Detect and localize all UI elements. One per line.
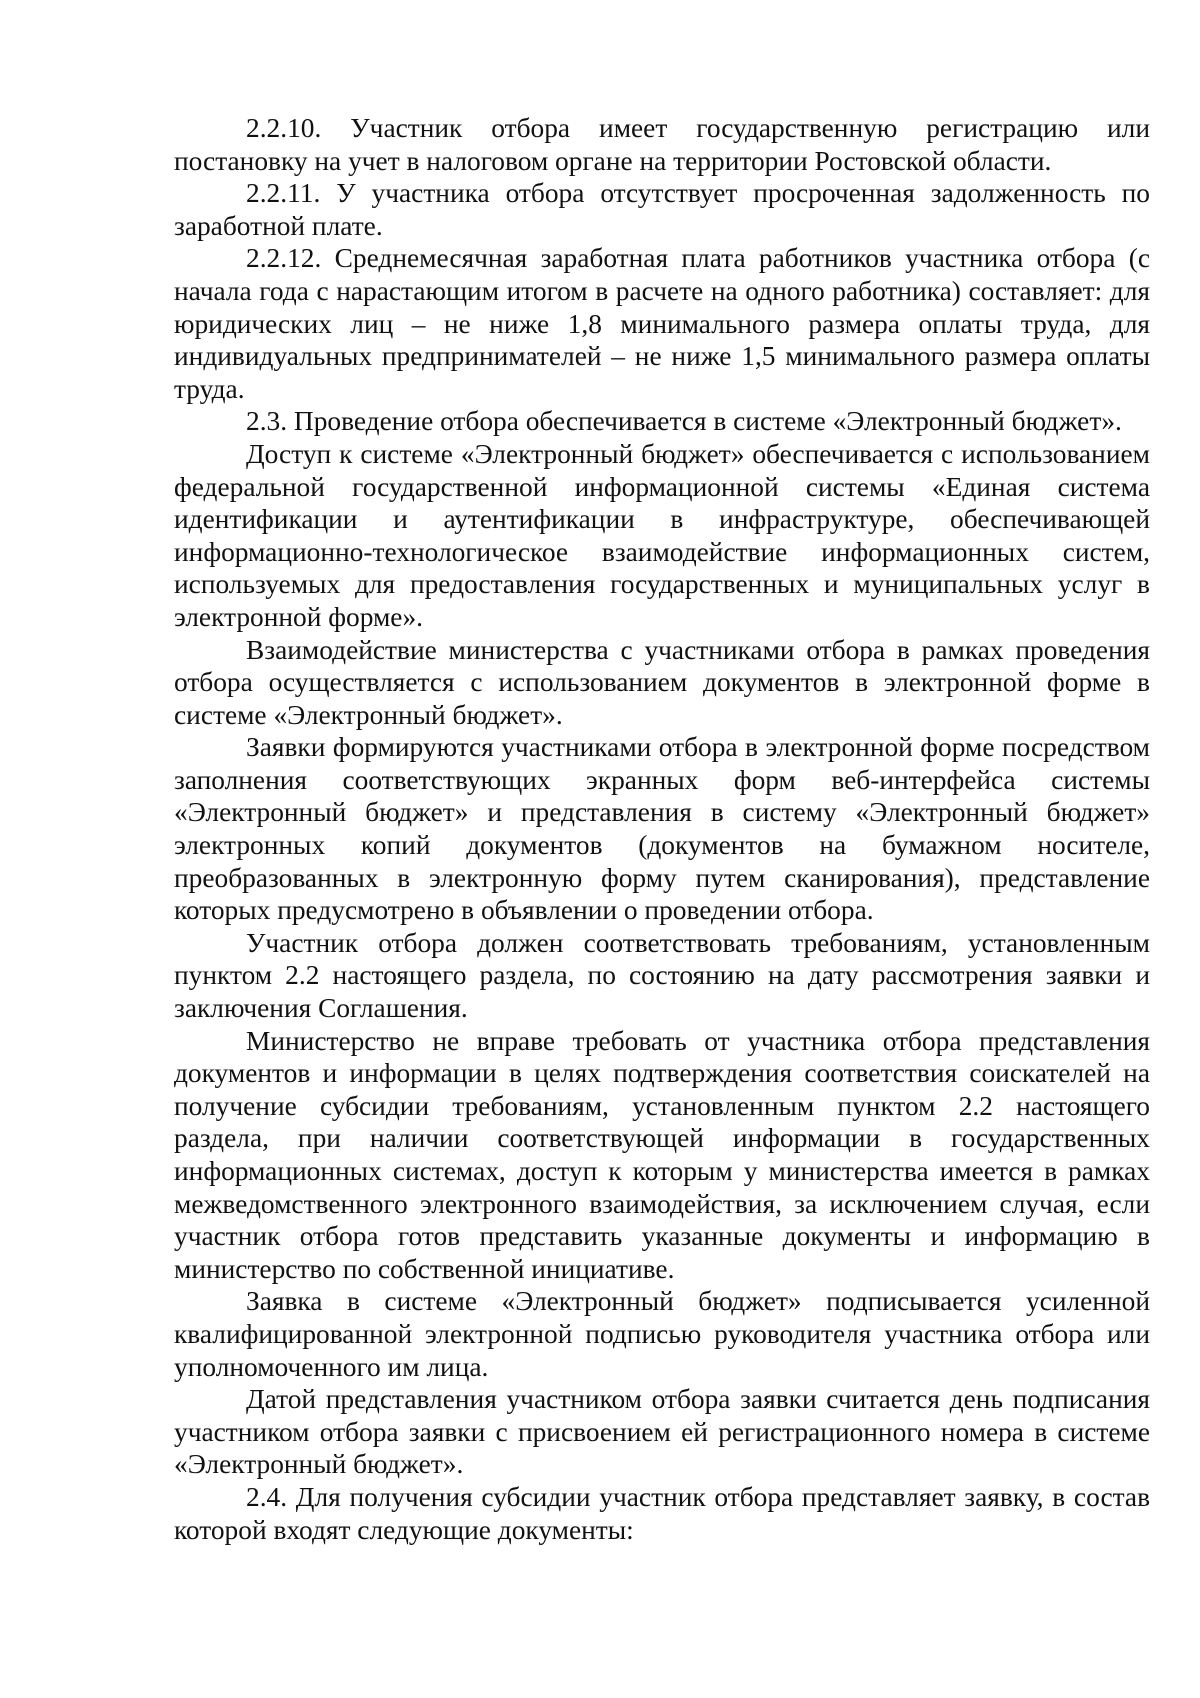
paragraph-signature: Заявка в системе «Электронный бюджет» подписывается усиленной квалифицированной электронной подписью руководителя участника отбора или уполномоченного им лица. bbox=[174, 1286, 1150, 1382]
paragraph-2-2-11: 2.2.11. У участника отбора отсутствует просроченная задолженность по заработной плате. bbox=[174, 178, 1150, 241]
paragraph-2-4: 2.4. Для получения субсидии участник отбора представляет заявку, в состав которой входят следующие документы: bbox=[174, 1481, 1150, 1545]
paragraph-2-2-12: 2.2.12. Среднемесячная заработная плата работников участника отбора (с начала года с нарастающим итогом в расчете на одного работника) составляет: для юридических лиц – не ниже 1,8 минимального размера оплаты труда, для индивидуальных предпринимателей – не ниже 1,5 минимального размера оплаты труда. bbox=[174, 243, 1150, 404]
document-page bbox=[174, 112, 1150, 1546]
paragraph-interaction: Взаимодействие министерства с участниками отбора в рамках проведения отбора осуществляется с использованием документов в электронной форме в системе «Электронный бюджет». bbox=[174, 634, 1150, 730]
paragraph-2-2-10: 2.2.10. Участник отбора имеет государственную регистрацию или постановку на учет в налоговом органе на территории Ростовской области. bbox=[174, 113, 1150, 176]
paragraph-2-3: 2.3. Проведение отбора обеспечивается в системе «Электронный бюджет». bbox=[246, 406, 1122, 437]
paragraph-ministry: Министерство не вправе требовать от участника отбора представления документов и информации в целях подтверждения соответствия соискателей на получение субсидии требованиям, установленным пунктом 2.2 настоящего раздела, при наличии соответствующей информации в государственных информационных системах, доступ к которым у министерства имеется в рамках межведомственного электронного взаимодействия, за исключением случая, если участник отбора готов представить указанные документы и информацию в министерство по собственной инициативе. bbox=[174, 1025, 1150, 1284]
paragraph-access: Доступ к системе «Электронный бюджет» обеспечивается с использованием федеральной государственной информационной системы «Единая система идентификации и аутентификации в инфраструктуре, обеспечивающей информационно-технологическое взаимодействие информационных систем, используемых для предоставления государственных и муниципальных услуг в электронной форме». bbox=[174, 438, 1150, 632]
paragraph-submission-date: Датой представления участником отбора заявки считается день подписания участником отбора заявки с присвоением ей регистрационного номера в системе «Электронный бюджет». bbox=[174, 1384, 1150, 1480]
paragraph-applications: Заявки формируются участниками отбора в электронной форме посредством заполнения соответствующих экранных форм веб-интерфейса системы «Электронный бюджет» и представления в систему «Электронный бюджет» электронных копий документов (документов на бумажном носителе, преобразованных в электронную форму путем сканирования), представление которых предусмотрено в объявлении о проведении отбора. bbox=[174, 732, 1150, 926]
paragraph-requirements: Участник отбора должен соответствовать требованиям, установленным пунктом 2.2 настоящего раздела, по состоянию на дату рассмотрения заявки и заключения Соглашения. bbox=[174, 927, 1150, 1024]
